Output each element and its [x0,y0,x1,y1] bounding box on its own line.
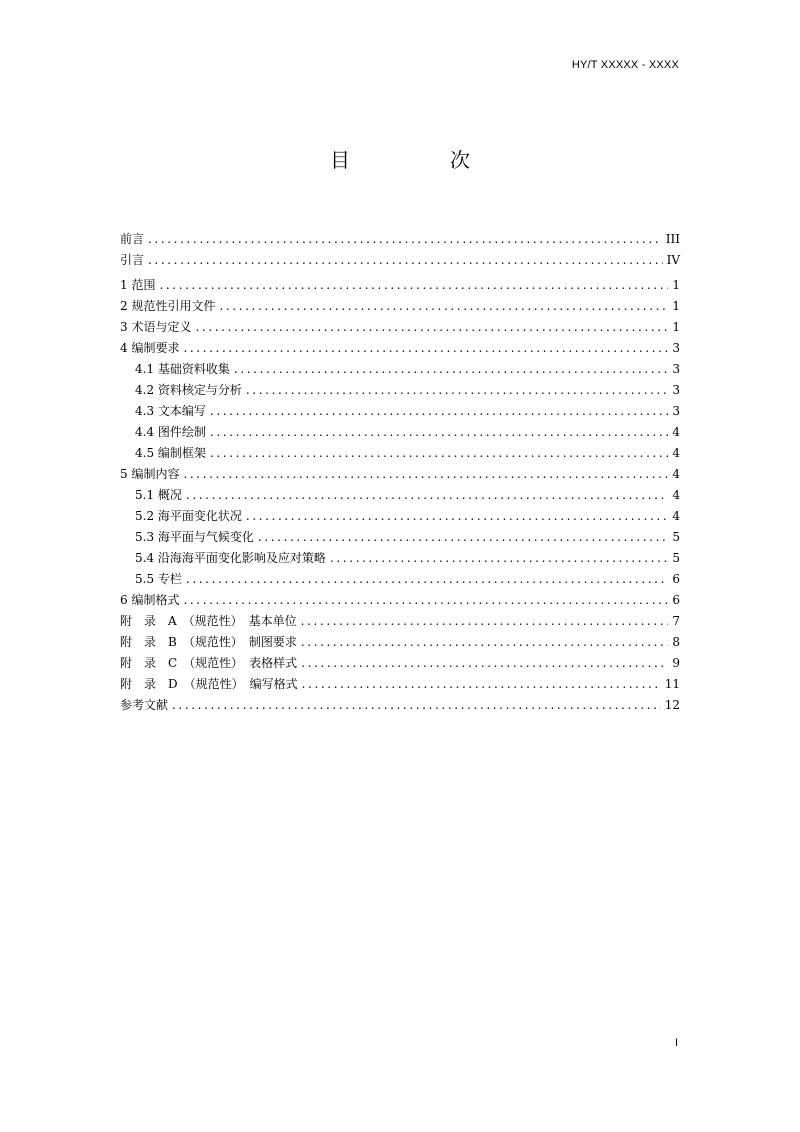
toc-page-number: 11 [664,677,680,691]
toc-label: 引言 [120,253,145,267]
toc-label: 附 录 B （规范性） 制图要求 [120,635,297,649]
toc-page-number: 6 [672,572,680,586]
toc-leader-dots [148,229,662,250]
toc-page-number: 5 [672,530,680,544]
toc-leader-dots [301,653,668,674]
toc-entry-appendix-b[interactable] [120,632,680,653]
toc-leader-dots [210,422,668,443]
toc-label: 5 编制内容 [120,467,180,481]
toc-leader-dots [330,548,668,569]
toc-page-number: 1 [672,320,680,334]
toc-page-number: 5 [672,551,680,565]
toc-leader-dots [246,380,668,401]
toc-page-number: 6 [672,593,680,607]
toc-entry-4[interactable] [120,338,680,359]
toc-leader-dots [246,506,668,527]
toc-entry-introduction[interactable] [120,250,680,271]
toc-entry-5[interactable] [120,464,680,485]
toc-label: 参考文献 [120,698,169,712]
toc-page-number: 4 [672,446,680,460]
toc-label: 6 编制格式 [120,593,180,607]
toc-leader-dots [301,632,669,653]
toc-label: 4.2 资料核定与分析 [135,383,242,397]
toc-entry-3[interactable] [120,317,680,338]
toc-leader-dots [210,401,668,422]
toc-leader-dots [186,485,668,506]
toc-leader-dots [195,317,668,338]
toc-leader-dots [301,611,669,632]
toc-entry-5-4[interactable] [120,548,680,569]
document-code: HY/T XXXXX - XXXX [571,59,679,71]
toc-entry-1[interactable] [120,275,680,296]
toc-page-number: 3 [672,404,680,418]
toc-leader-dots [302,674,661,695]
toc-leader-dots [186,569,668,590]
toc-entry-2[interactable] [120,296,680,317]
toc-label: 5.2 海平面变化状况 [135,509,242,523]
page-number: I [674,1037,678,1049]
toc-entry-references[interactable] [120,695,680,716]
toc-entry-4-3[interactable] [120,401,680,422]
toc-page-number: 7 [672,614,680,628]
toc-entry-appendix-c[interactable] [120,653,680,674]
toc-label: 2 规范性引用文件 [120,299,216,313]
toc-label: 4.3 文本编写 [135,404,206,418]
toc-label: 附 录 C （规范性） 表格样式 [120,656,298,670]
toc-page-number: 3 [672,383,680,397]
toc-leader-dots [148,250,663,271]
toc-page-number: IV [666,253,680,267]
page-title: 目 次 [330,148,510,172]
toc-page-number: 9 [672,656,680,670]
toc-entry-5-2[interactable] [120,506,680,527]
toc-page-number: 4 [672,509,680,523]
toc-entry-4-5[interactable] [120,443,680,464]
toc-label: 5.1 概况 [135,488,182,502]
toc-entry-4-4[interactable] [120,422,680,443]
toc-entry-5-3[interactable] [120,527,680,548]
toc-label: 4.5 编制框架 [135,446,206,460]
toc-page-number: 4 [672,488,680,502]
toc-leader-dots [258,527,668,548]
toc-leader-dots [183,338,668,359]
toc-leader-dots [234,359,668,380]
toc-label: 4.1 基础资料收集 [135,362,230,376]
toc-page-number: 1 [672,278,680,292]
toc-leader-dots [159,275,668,296]
toc-page-number: 4 [672,467,680,481]
toc-label: 1 范围 [120,278,156,292]
toc-leader-dots [183,464,668,485]
toc-entry-appendix-a[interactable] [120,611,680,632]
toc-entry-4-2[interactable] [120,380,680,401]
toc-page-number: III [665,232,680,246]
toc-page-number: 12 [664,698,680,712]
toc-entry-foreword[interactable] [120,229,680,250]
toc-leader-dots [210,443,668,464]
toc-page-number: 3 [672,341,680,355]
toc-entry-4-1[interactable] [120,359,680,380]
toc-page-number: 3 [672,362,680,376]
toc-label: 附 录 D （规范性） 编写格式 [120,677,298,691]
toc-leader-dots [183,590,668,611]
toc-entry-appendix-d[interactable] [120,674,680,695]
toc-label: 5.5 专栏 [135,572,182,586]
toc-leader-dots [172,695,661,716]
toc-label: 前言 [120,232,145,246]
toc-entry-5-5[interactable] [120,569,680,590]
toc-label: 4.4 图件绘制 [135,425,206,439]
toc-label: 4 编制要求 [120,341,180,355]
toc-leader-dots [219,296,668,317]
toc-label: 附 录 A （规范性） 基本单位 [120,614,297,628]
toc-entry-6[interactable] [120,590,680,611]
toc-entry-5-1[interactable] [120,485,680,506]
table-of-contents [120,229,680,716]
toc-label: 3 术语与定义 [120,320,192,334]
toc-page-number: 8 [672,635,680,649]
toc-page-number: 4 [672,425,680,439]
toc-label: 5.4 沿海海平面变化影响及应对策略 [135,551,326,565]
toc-page-number: 1 [672,299,680,313]
toc-label: 5.3 海平面与气候变化 [135,530,254,544]
